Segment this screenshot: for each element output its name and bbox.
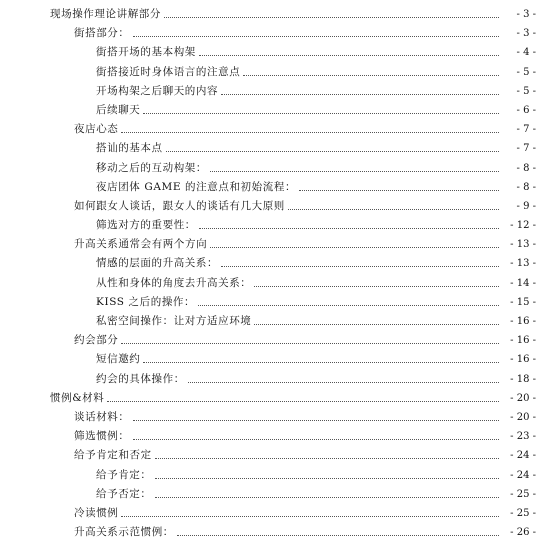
toc-entry[interactable] [0, 389, 550, 408]
toc-entry-page-number: - 16 - [510, 354, 536, 366]
toc-entry-page-number: - 15 - [510, 296, 536, 308]
toc-entry[interactable] [0, 254, 550, 273]
toc-entry-page-number: - 18 - [510, 373, 536, 385]
toc-entry-title: 升高关系通常会有两个方向 [74, 238, 208, 251]
toc-dot-leader [155, 466, 500, 479]
toc-entry-title: 筛选对方的重要性： [96, 219, 196, 232]
toc-entry[interactable] [0, 466, 550, 485]
toc-dot-leader [107, 389, 499, 402]
toc-entry[interactable] [0, 120, 550, 139]
toc-entry-title: 夜店团体 GAME 的注意点和初始流程： [96, 180, 297, 193]
toc-entry-page-number: - 23 - [510, 431, 536, 443]
toc-dot-leader [210, 159, 499, 172]
toc-dot-leader [288, 197, 499, 210]
toc-entry[interactable] [0, 523, 550, 542]
toc-entry[interactable] [0, 139, 550, 158]
toc-dot-leader [166, 139, 499, 152]
toc-dot-leader [164, 5, 499, 18]
toc-entry[interactable] [0, 293, 550, 312]
toc-dot-leader [177, 523, 499, 536]
toc-entry-title: 街搭接近时身体语言的注意点 [96, 65, 241, 78]
toc-entry[interactable] [0, 350, 550, 369]
toc-dot-leader [199, 216, 499, 229]
toc-entry-page-number: - 24 - [510, 450, 536, 462]
toc-entry-page-number: - 20 - [510, 392, 536, 404]
toc-entry-page-number: - 26 - [510, 527, 536, 539]
toc-entry-title: 开场构架之后聊天的内容 [96, 84, 219, 97]
toc-dot-leader [143, 101, 499, 114]
toc-entry[interactable] [0, 43, 550, 62]
toc-entry-title: 约会部分 [74, 334, 119, 347]
toc-entry-page-number: - 8 - [516, 181, 536, 193]
toc-entry-page-number: - 25 - [510, 488, 536, 500]
toc-entry-title: 如何跟女人谈话，跟女人的谈话有几大原则 [74, 199, 285, 212]
toc-entry[interactable] [0, 504, 550, 523]
toc-entry-page-number: - 24 - [510, 469, 536, 481]
toc-entry[interactable] [0, 63, 550, 82]
toc-dot-leader [199, 43, 499, 56]
toc-entry[interactable] [0, 5, 550, 24]
toc-dot-leader [121, 120, 499, 133]
toc-dot-leader [243, 63, 499, 76]
toc-dot-leader [254, 274, 499, 287]
toc-entry-title: 夜店心态 [74, 123, 119, 136]
toc-dot-leader [133, 408, 500, 421]
toc-entry-title: 搭讪的基本点 [96, 142, 163, 155]
toc-entry[interactable] [0, 427, 550, 446]
toc-entry-title: 短信邀约 [96, 353, 141, 366]
toc-entry[interactable] [0, 159, 550, 178]
toc-dot-leader [121, 504, 499, 517]
toc-entry-page-number: - 9 - [516, 200, 536, 212]
toc-entry-page-number: - 5 - [516, 85, 536, 97]
toc-entry-page-number: - 4 - [516, 47, 536, 59]
toc-entry[interactable] [0, 370, 550, 389]
toc-entry-title: 给予肯定： [96, 468, 152, 481]
toc-entry-title: 现场操作理论讲解部分 [50, 8, 161, 20]
toc-entry-title: 谈话材料： [74, 410, 130, 423]
toc-entry-page-number: - 3 - [516, 28, 536, 40]
toc-entry-title: 升高关系示范惯例： [74, 526, 174, 539]
toc-entry-page-number: - 25 - [510, 507, 536, 519]
toc-dot-leader [121, 331, 499, 344]
toc-dot-leader [188, 370, 499, 383]
toc-entry-page-number: - 8 - [516, 162, 536, 174]
toc-entry-title: 冷读惯例 [74, 506, 119, 519]
toc-entry[interactable] [0, 178, 550, 197]
toc-entry-page-number: - 12 - [510, 220, 536, 232]
toc-entry-page-number: - 7 - [516, 143, 536, 155]
toc-entry[interactable] [0, 197, 550, 216]
toc-dot-leader [210, 235, 499, 248]
toc-entry[interactable] [0, 312, 550, 331]
toc-entry[interactable] [0, 408, 550, 427]
toc-dot-leader [155, 485, 500, 498]
toc-entry-page-number: - 13 - [510, 239, 536, 251]
toc-entry-title: 从性和身体的角度去升高关系： [96, 276, 252, 289]
toc-entry-title: 给予肯定和否定 [74, 449, 152, 462]
toc-entry-page-number: - 16 - [510, 316, 536, 327]
toc-entry-title: KISS 之后的操作： [96, 295, 196, 308]
toc-dot-leader [221, 254, 499, 267]
toc-entry-page-number: - 6 - [516, 104, 536, 116]
toc-entry-title: 情感的层面的升高关系： [96, 257, 219, 270]
toc-entry[interactable] [0, 82, 550, 101]
toc-entry-title: 后续聊天 [96, 103, 141, 116]
toc-dot-leader [133, 24, 500, 37]
toc-entry[interactable] [0, 101, 550, 120]
toc-dot-leader [155, 446, 499, 459]
toc-entry-page-number: - 14 - [510, 277, 536, 289]
toc-entry-page-number: - 13 - [510, 258, 536, 270]
toc-entry-title: 给予否定： [96, 487, 152, 500]
toc-entry[interactable] [0, 446, 550, 465]
toc-entry-title: 移动之后的互动构架： [96, 161, 207, 174]
toc-entry-title: 筛选惯例： [74, 430, 130, 443]
toc-dot-leader [133, 427, 500, 440]
toc-entry[interactable] [0, 24, 550, 43]
toc-entry-page-number: - 7 - [516, 124, 536, 136]
toc-entry[interactable] [0, 274, 550, 293]
toc-entry[interactable] [0, 216, 550, 235]
toc-entry-title: 约会的具体操作： [96, 372, 185, 385]
toc-entry-page-number: - 20 - [510, 411, 536, 423]
toc-entry-page-number: - 5 - [516, 66, 536, 78]
toc-entry[interactable] [0, 331, 550, 350]
toc-entry-title: 私密空间操作：让对方适应环境 [96, 315, 252, 327]
toc-entry-title: 街搭开场的基本构架 [96, 46, 196, 59]
toc-dot-leader [299, 178, 499, 191]
toc-entry-page-number: - 3 - [516, 9, 536, 20]
table-of-contents [0, 5, 550, 542]
toc-entry-page-number: - 16 - [510, 335, 536, 347]
toc-entry-title: 街搭部分： [74, 27, 130, 40]
toc-dot-leader [198, 293, 499, 306]
toc-entry-title: 惯例&材料 [50, 391, 105, 404]
toc-entry[interactable] [0, 485, 550, 504]
toc-dot-leader [221, 82, 499, 95]
toc-dot-leader [254, 312, 499, 325]
toc-dot-leader [143, 350, 499, 363]
toc-entry[interactable] [0, 235, 550, 254]
